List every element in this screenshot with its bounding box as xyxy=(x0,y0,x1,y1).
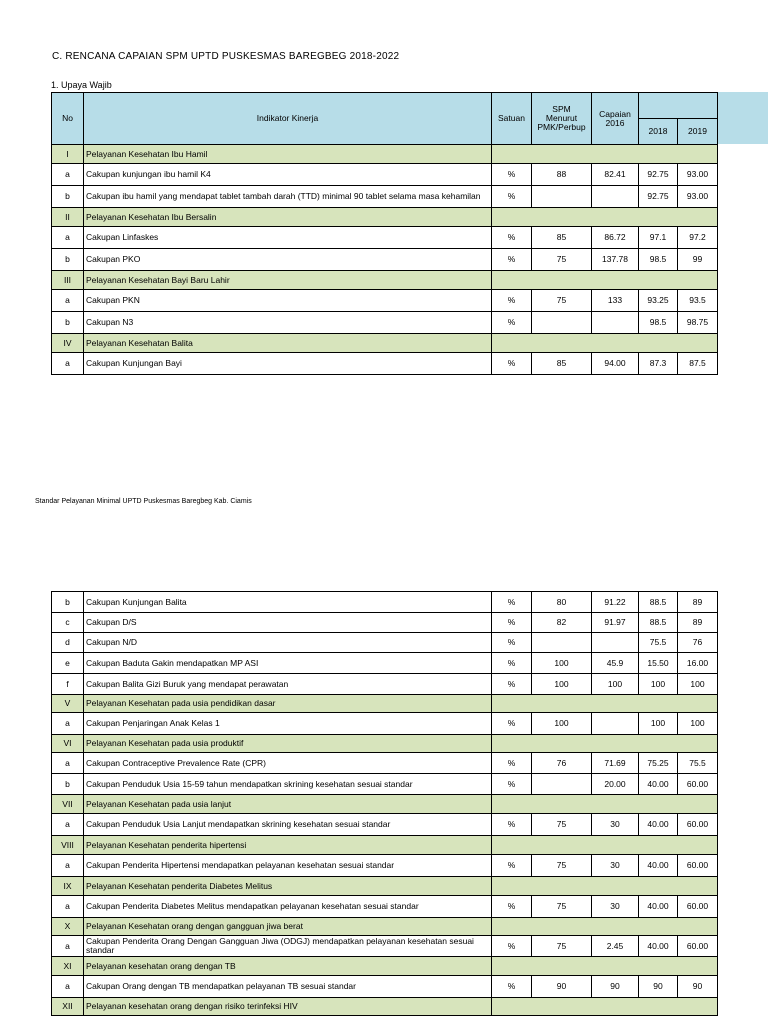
row-letter: b xyxy=(52,774,84,795)
target-2019-cell: 93.5 xyxy=(678,290,718,312)
page-title: C. RENCANA CAPAIAN SPM UPTD PUSKESMAS BAREGBEG 2018-2022 xyxy=(52,51,400,62)
spm-target-cell: 100 xyxy=(532,713,592,735)
target-2018-cell: 87.3 xyxy=(639,353,678,375)
section-row xyxy=(52,208,718,227)
indicator-row xyxy=(52,653,718,674)
capaian-2016-cell: 91.97 xyxy=(592,613,639,633)
section-label: Pelayanan Kesehatan Balita xyxy=(84,334,492,353)
header-capaian xyxy=(592,93,639,145)
spm-table-bottom xyxy=(51,591,718,1016)
page-footer: Standar Pelayanan Minimal UPTD Puskesmas Baregbeg Kab. Ciamis xyxy=(35,498,252,505)
capaian-2016-cell: 100 xyxy=(592,674,639,695)
unit-cell: % xyxy=(492,976,532,998)
unit-cell: % xyxy=(492,592,532,613)
capaian-2016-cell: 137.78 xyxy=(592,249,639,271)
capaian-2016-cell xyxy=(592,713,639,735)
spm-target-cell: 100 xyxy=(532,653,592,674)
unit-cell: % xyxy=(492,312,532,334)
unit-cell: % xyxy=(492,713,532,735)
target-2019-cell: 87.5 xyxy=(678,353,718,375)
indicator-row xyxy=(52,312,718,334)
section-number: II xyxy=(52,208,84,227)
section-number: XI xyxy=(52,957,84,976)
target-2019-cell: 60.00 xyxy=(678,896,718,918)
target-2019-cell: 89 xyxy=(678,592,718,613)
unit-cell: % xyxy=(492,186,532,208)
unit-cell: % xyxy=(492,936,532,957)
section-number: IV xyxy=(52,334,84,353)
row-letter: a xyxy=(52,290,84,312)
target-2018-cell: 40.00 xyxy=(639,855,678,877)
indicator-label: Cakupan Penjaringan Anak Kelas 1 xyxy=(84,713,492,735)
target-2019-cell: 60.00 xyxy=(678,936,718,957)
row-letter: a xyxy=(52,713,84,735)
indicator-label: Cakupan Penderita Hipertensi mendapatkan pelayanan kesehatan sesuai standar xyxy=(84,855,492,877)
target-2018-cell: 40.00 xyxy=(639,814,678,836)
target-2019-cell: 60.00 xyxy=(678,855,718,877)
section-number: VI xyxy=(52,735,84,753)
target-2018-cell: 98.5 xyxy=(639,312,678,334)
header-capaian-line1: Capaian xyxy=(599,108,631,119)
spm-target-cell: 88 xyxy=(532,164,592,186)
indicator-row xyxy=(52,592,718,613)
indicator-label: Cakupan kunjungan ibu hamil K4 xyxy=(84,164,492,186)
target-2019-cell: 90 xyxy=(678,976,718,998)
spm-target-cell: 85 xyxy=(532,353,592,375)
section-subtitle: 1. Upaya Wajib xyxy=(51,80,112,90)
indicator-label: Cakupan Kunjungan Bayi xyxy=(84,353,492,375)
target-2018-cell: 92.75 xyxy=(639,186,678,208)
section-label: Pelayanan Kesehatan penderita Diabetes Melitus xyxy=(84,877,492,896)
section-label: Pelayanan Kesehatan pada usia lanjut xyxy=(84,795,492,814)
capaian-2016-cell: 82.41 xyxy=(592,164,639,186)
spm-target-cell: 75 xyxy=(532,855,592,877)
header-rencana-group xyxy=(639,93,718,119)
header-no: No xyxy=(52,93,84,145)
capaian-2016-cell: 30 xyxy=(592,814,639,836)
capaian-2016-cell: 45.9 xyxy=(592,653,639,674)
indicator-label: Cakupan Penduduk Usia Lanjut mendapatkan skrining kesehatan sesuai standar xyxy=(84,814,492,836)
spm-target-cell: 100 xyxy=(532,674,592,695)
section-number: VIII xyxy=(52,836,84,855)
indicator-label: Cakupan Penderita Orang Dengan Gangguan Jiwa (ODGJ) mendapatkan pelayanan kesehatan sesuai standar xyxy=(84,936,492,957)
indicator-row xyxy=(52,613,718,633)
indicator-row xyxy=(52,674,718,695)
indicator-row xyxy=(52,753,718,774)
target-2019-cell: 89 xyxy=(678,613,718,633)
section-fill xyxy=(492,271,718,290)
row-letter: b xyxy=(52,249,84,271)
section-fill xyxy=(492,795,718,814)
spm-target-cell: 75 xyxy=(532,249,592,271)
indicator-row xyxy=(52,896,718,918)
section-row xyxy=(52,795,718,814)
unit-cell: % xyxy=(492,753,532,774)
indicator-label: Cakupan D/S xyxy=(84,613,492,633)
section-label: Pelayanan Kesehatan Ibu Hamil xyxy=(84,145,492,164)
section-row xyxy=(52,735,718,753)
target-2018-cell: 98.5 xyxy=(639,249,678,271)
row-letter: b xyxy=(52,186,84,208)
target-2018-cell: 97.1 xyxy=(639,227,678,249)
target-2018-cell: 40.00 xyxy=(639,774,678,795)
indicator-label: Cakupan Balita Gizi Buruk yang mendapat perawatan xyxy=(84,674,492,695)
target-2019-cell: 75.5 xyxy=(678,753,718,774)
target-2018-cell: 40.00 xyxy=(639,896,678,918)
row-letter: d xyxy=(52,633,84,653)
target-2018-cell: 15.50 xyxy=(639,653,678,674)
section-row xyxy=(52,957,718,976)
target-2018-cell: 100 xyxy=(639,674,678,695)
indicator-row xyxy=(52,814,718,836)
spm-target-cell: 75 xyxy=(532,896,592,918)
target-2019-cell: 100 xyxy=(678,713,718,735)
target-2019-cell: 97.2 xyxy=(678,227,718,249)
spm-target-cell xyxy=(532,774,592,795)
header-spm-line2: Menurut xyxy=(545,113,578,124)
target-2019-cell: 60.00 xyxy=(678,774,718,795)
spm-table-top xyxy=(51,92,718,375)
target-2019-cell: 16.00 xyxy=(678,653,718,674)
indicator-row xyxy=(52,186,718,208)
capaian-2016-cell: 94.00 xyxy=(592,353,639,375)
spm-target-cell: 85 xyxy=(532,227,592,249)
indicator-label: Cakupan Penderita Diabetes Melitus mendapatkan pelayanan kesehatan sesuai standar xyxy=(84,896,492,918)
row-letter: b xyxy=(52,312,84,334)
target-2019-cell: 60.00 xyxy=(678,814,718,836)
header-spm xyxy=(532,93,592,145)
capaian-2016-cell: 71.69 xyxy=(592,753,639,774)
section-number: VII xyxy=(52,795,84,814)
row-letter: c xyxy=(52,613,84,633)
indicator-row xyxy=(52,353,718,375)
section-label: Pelayanan Kesehatan pada usia pendidikan dasar xyxy=(84,695,492,713)
capaian-2016-cell: 91.22 xyxy=(592,592,639,613)
section-fill xyxy=(492,998,718,1016)
unit-cell: % xyxy=(492,613,532,633)
spm-target-cell: 90 xyxy=(532,976,592,998)
indicator-label: Cakupan Linfaskes xyxy=(84,227,492,249)
section-fill xyxy=(492,208,718,227)
target-2019-cell: 98.75 xyxy=(678,312,718,334)
spm-target-cell: 75 xyxy=(532,814,592,836)
section-label: Pelayanan Kesehatan Ibu Bersalin xyxy=(84,208,492,227)
target-2018-cell: 90 xyxy=(639,976,678,998)
unit-cell: % xyxy=(492,814,532,836)
capaian-2016-cell xyxy=(592,186,639,208)
row-letter: a xyxy=(52,896,84,918)
section-row xyxy=(52,271,718,290)
section-fill xyxy=(492,877,718,896)
header-2018: 2018 xyxy=(639,119,678,145)
unit-cell: % xyxy=(492,774,532,795)
indicator-row xyxy=(52,227,718,249)
unit-cell: % xyxy=(492,896,532,918)
spm-target-cell xyxy=(532,186,592,208)
row-letter: f xyxy=(52,674,84,695)
indicator-row xyxy=(52,976,718,998)
section-row xyxy=(52,877,718,896)
indicator-row xyxy=(52,290,718,312)
unit-cell: % xyxy=(492,855,532,877)
section-label: Pelayanan Kesehatan pada usia produktif xyxy=(84,735,492,753)
unit-cell: % xyxy=(492,674,532,695)
spm-target-cell: 82 xyxy=(532,613,592,633)
section-row xyxy=(52,145,718,164)
indicator-label: Cakupan PKO xyxy=(84,249,492,271)
header-capaian-line2: 2016 xyxy=(605,117,625,128)
indicator-row xyxy=(52,164,718,186)
target-2019-cell: 76 xyxy=(678,633,718,653)
capaian-2016-cell xyxy=(592,312,639,334)
indicator-label: Cakupan Kunjungan Balita xyxy=(84,592,492,613)
section-number: I xyxy=(52,145,84,164)
unit-cell: % xyxy=(492,164,532,186)
indicator-row xyxy=(52,855,718,877)
indicator-row xyxy=(52,249,718,271)
target-2018-cell: 75.5 xyxy=(639,633,678,653)
unit-cell: % xyxy=(492,653,532,674)
capaian-2016-cell: 20.00 xyxy=(592,774,639,795)
target-2018-cell: 75.25 xyxy=(639,753,678,774)
target-2018-cell: 88.5 xyxy=(639,592,678,613)
capaian-2016-cell: 30 xyxy=(592,855,639,877)
indicator-label: Cakupan PKN xyxy=(84,290,492,312)
indicator-label: Cakupan Orang dengan TB mendapatkan pelayanan TB sesuai standar xyxy=(84,976,492,998)
section-row xyxy=(52,836,718,855)
spm-target-cell xyxy=(532,633,592,653)
row-letter: b xyxy=(52,592,84,613)
target-2018-cell: 92.75 xyxy=(639,164,678,186)
capaian-2016-cell: 2.45 xyxy=(592,936,639,957)
indicator-label: Cakupan N3 xyxy=(84,312,492,334)
unit-cell: % xyxy=(492,633,532,653)
spm-target-cell: 75 xyxy=(532,290,592,312)
unit-cell: % xyxy=(492,290,532,312)
spm-target-cell: 76 xyxy=(532,753,592,774)
section-fill xyxy=(492,735,718,753)
section-fill xyxy=(492,145,718,164)
section-fill xyxy=(492,334,718,353)
header-overflow-fill xyxy=(718,92,768,144)
header-2019: 2019 xyxy=(678,119,718,145)
unit-cell: % xyxy=(492,249,532,271)
header-indikator: Indikator Kinerja xyxy=(84,93,492,145)
spm-target-cell xyxy=(532,312,592,334)
row-letter: a xyxy=(52,936,84,957)
target-2018-cell: 40.00 xyxy=(639,936,678,957)
section-number: XII xyxy=(52,998,84,1016)
capaian-2016-cell: 30 xyxy=(592,896,639,918)
target-2019-cell: 100 xyxy=(678,674,718,695)
header-satuan: Satuan xyxy=(492,93,532,145)
target-2018-cell: 93.25 xyxy=(639,290,678,312)
header-spm-line1: SPM xyxy=(552,104,571,115)
indicator-label: Cakupan ibu hamil yang mendapat tablet tambah darah (TTD) minimal 90 tablet selama masa kehamilan xyxy=(84,186,492,208)
header-spm-line3: PMK/Perbup xyxy=(537,121,586,132)
target-2019-cell: 93.00 xyxy=(678,164,718,186)
section-row xyxy=(52,998,718,1016)
target-2018-cell: 88.5 xyxy=(639,613,678,633)
row-letter: a xyxy=(52,227,84,249)
section-label: Pelayanan Kesehatan Bayi Baru Lahir xyxy=(84,271,492,290)
section-fill xyxy=(492,836,718,855)
section-fill xyxy=(492,695,718,713)
row-letter: e xyxy=(52,653,84,674)
row-letter: a xyxy=(52,814,84,836)
section-number: V xyxy=(52,695,84,713)
section-fill xyxy=(492,957,718,976)
indicator-label: Cakupan Penduduk Usia 15-59 tahun mendapatkan skrining kesehatan sesuai standar xyxy=(84,774,492,795)
section-label: Pelayanan kesehatan orang dengan risiko terinfeksi HIV xyxy=(84,998,492,1016)
capaian-2016-cell: 133 xyxy=(592,290,639,312)
section-row xyxy=(52,334,718,353)
section-row xyxy=(52,695,718,713)
section-label: Pelayanan kesehatan orang dengan TB xyxy=(84,957,492,976)
unit-cell: % xyxy=(492,353,532,375)
section-fill xyxy=(492,918,718,936)
target-2019-cell: 99 xyxy=(678,249,718,271)
section-number: III xyxy=(52,271,84,290)
row-letter: a xyxy=(52,976,84,998)
indicator-row xyxy=(52,774,718,795)
spm-target-cell: 80 xyxy=(532,592,592,613)
indicator-row xyxy=(52,713,718,735)
row-letter: a xyxy=(52,353,84,375)
capaian-2016-cell xyxy=(592,633,639,653)
indicator-label: Cakupan Baduta Gakin mendapatkan MP ASI xyxy=(84,653,492,674)
target-2018-cell: 100 xyxy=(639,713,678,735)
indicator-label: Cakupan Contraceptive Prevalence Rate (CPR) xyxy=(84,753,492,774)
capaian-2016-cell: 90 xyxy=(592,976,639,998)
row-letter: a xyxy=(52,753,84,774)
spm-target-cell: 75 xyxy=(532,936,592,957)
target-2019-cell: 93.00 xyxy=(678,186,718,208)
section-label: Pelayanan Kesehatan penderita hipertensi xyxy=(84,836,492,855)
section-row xyxy=(52,918,718,936)
capaian-2016-cell: 86.72 xyxy=(592,227,639,249)
section-label: Pelayanan Kesehatan orang dengan gangguan jiwa berat xyxy=(84,918,492,936)
row-letter: a xyxy=(52,855,84,877)
row-letter: a xyxy=(52,164,84,186)
section-number: IX xyxy=(52,877,84,896)
indicator-row xyxy=(52,936,718,957)
indicator-label: Cakupan N/D xyxy=(84,633,492,653)
indicator-row xyxy=(52,633,718,653)
section-number: X xyxy=(52,918,84,936)
unit-cell: % xyxy=(492,227,532,249)
